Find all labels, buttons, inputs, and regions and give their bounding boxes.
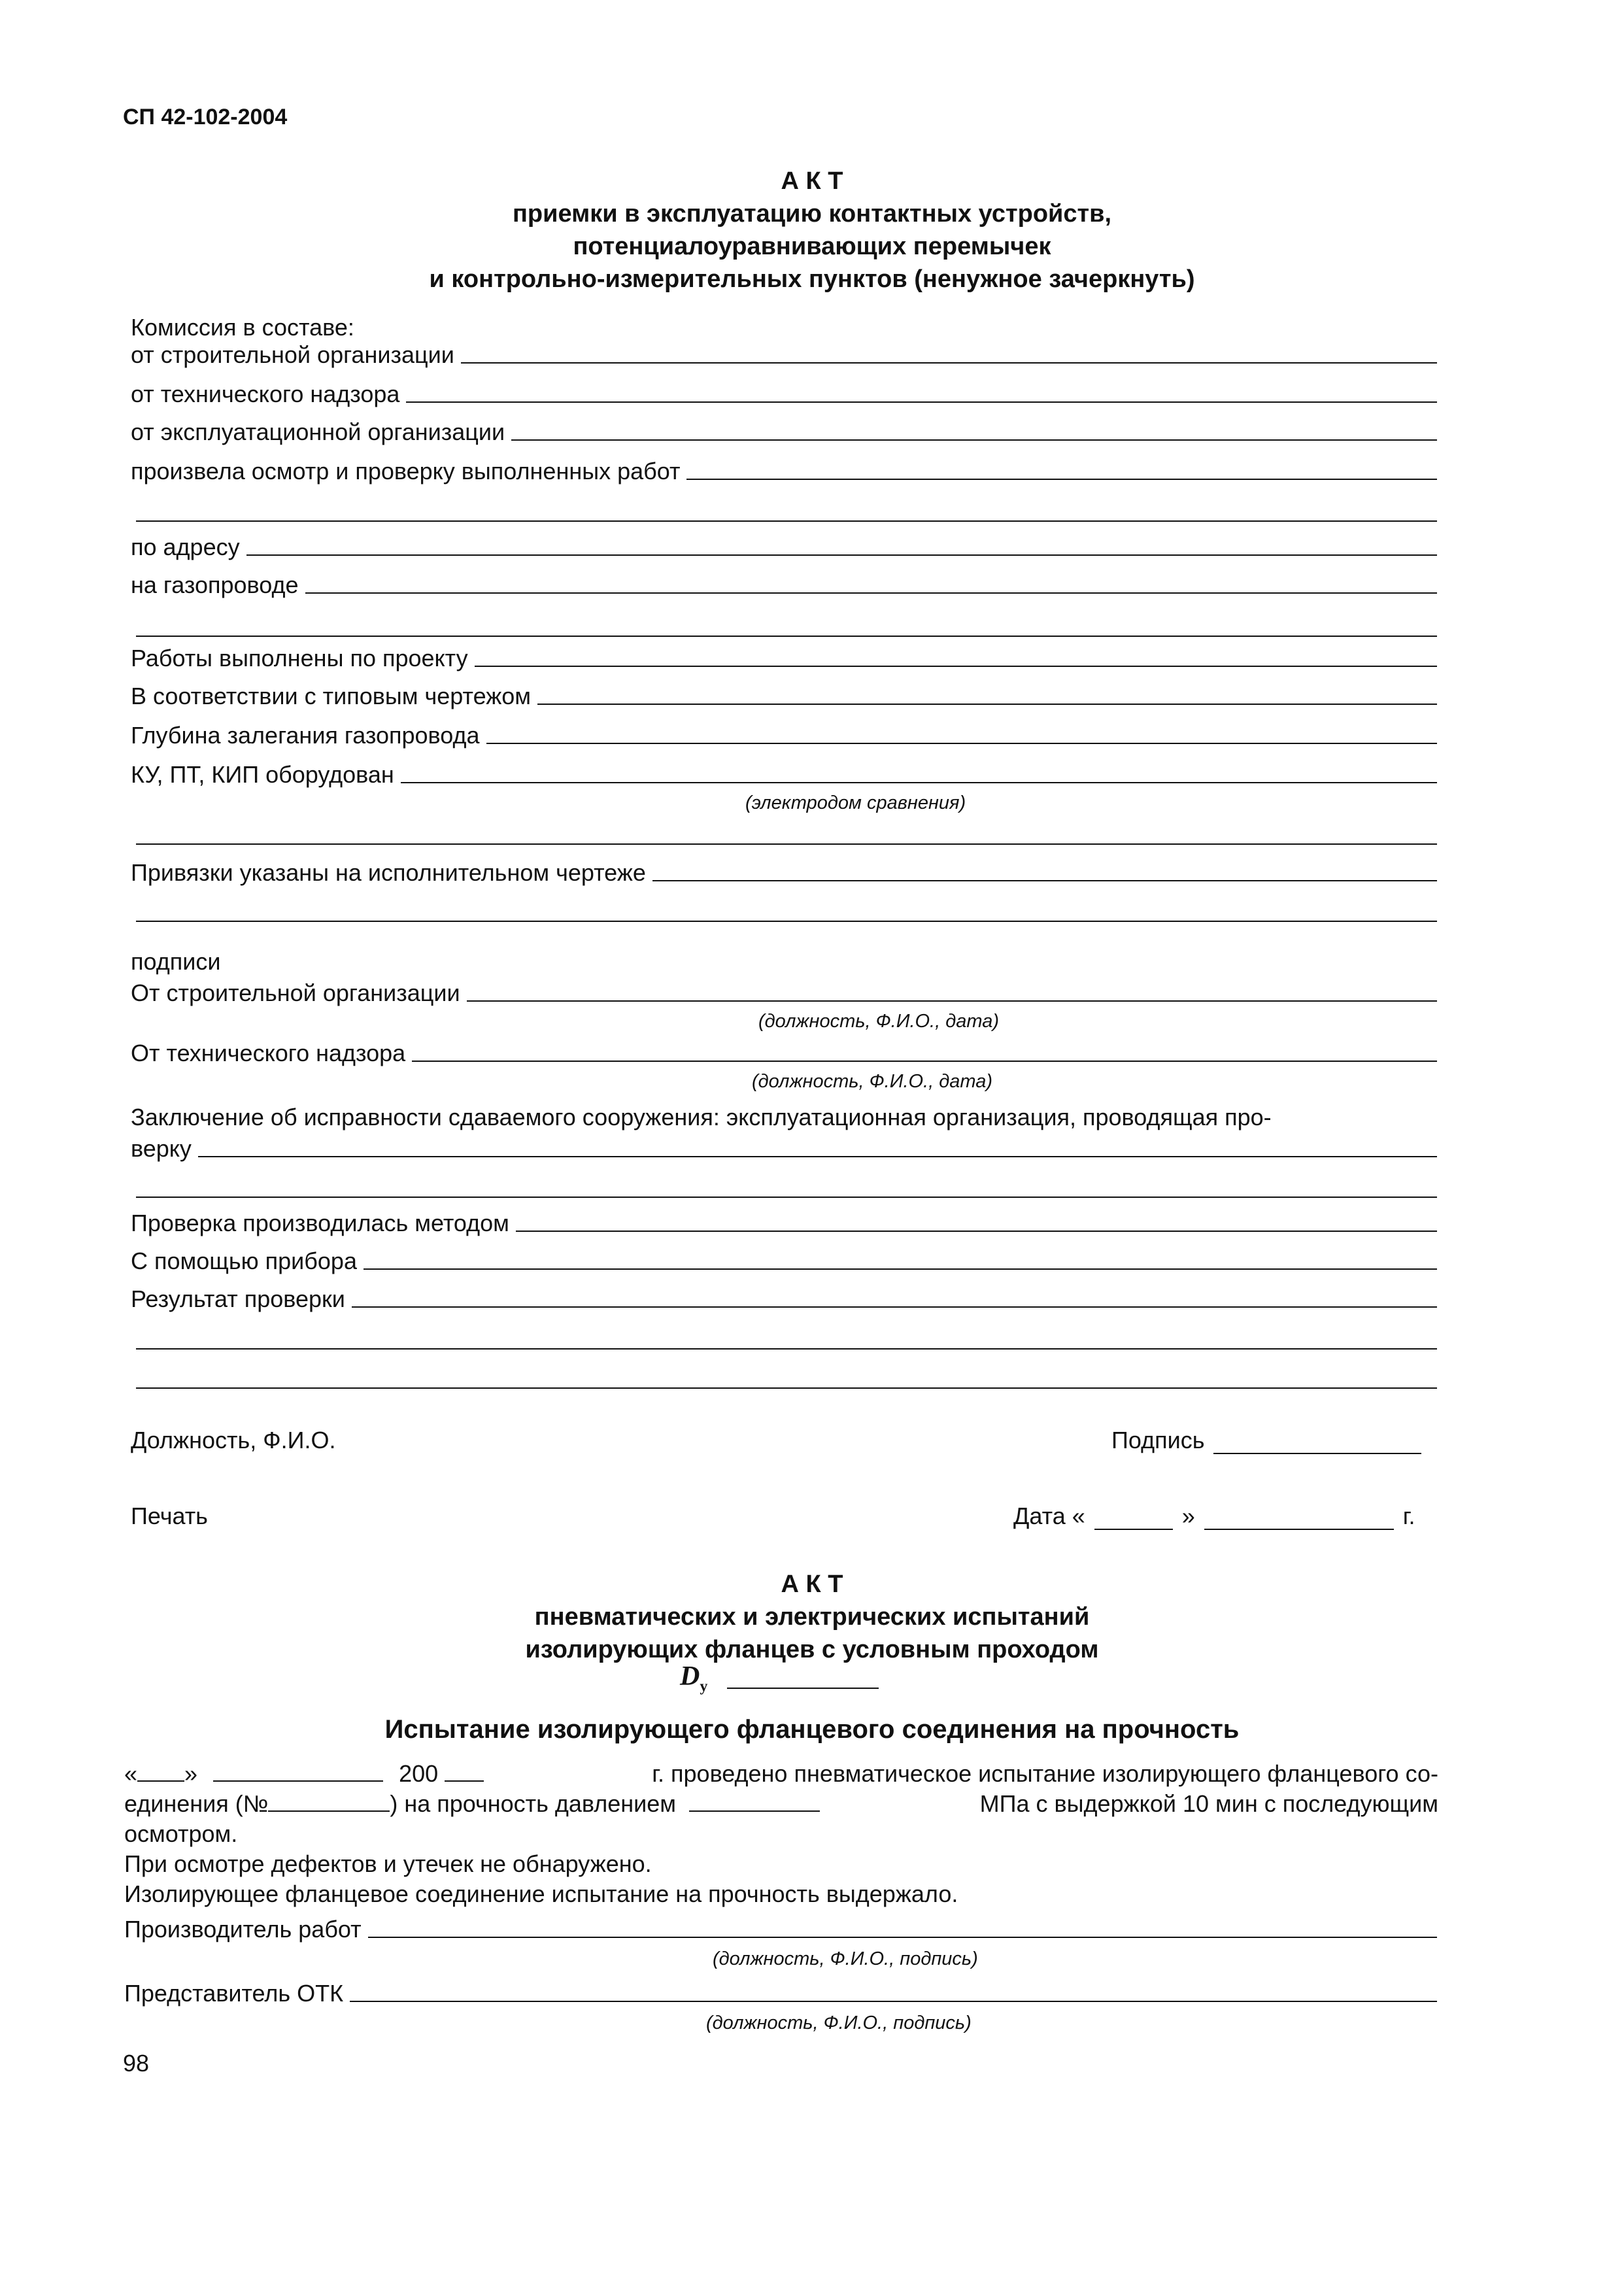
- label-result: Результат проверки: [131, 1285, 345, 1312]
- number-prefix: единения (№: [124, 1790, 269, 1817]
- signature-line[interactable]: [1213, 1432, 1421, 1454]
- month-line[interactable]: [213, 1759, 383, 1782]
- date-field[interactable]: [1013, 1503, 1415, 1530]
- date-mid: »: [1181, 1503, 1195, 1529]
- act2-paragraph: [124, 1759, 1438, 1909]
- label-by-project: Работы выполнены по проекту: [131, 645, 468, 671]
- act2-subtitle: Испытание изолирующего фланцевого соединения на прочность: [384, 1715, 1240, 1744]
- line-pipeline[interactable]: [305, 592, 1438, 594]
- blank-line-6[interactable]: [136, 1348, 1437, 1350]
- label-method: Проверка производилась методом: [131, 1210, 509, 1236]
- field-sig-tech[interactable]: [131, 1037, 1437, 1067]
- position-name-label: Должность, Ф.И.О.: [131, 1427, 336, 1453]
- dy-subscript: у: [700, 1678, 708, 1695]
- label-from-operation: от эксплуатационной организации: [131, 418, 505, 445]
- field-from-tech[interactable]: [131, 378, 1437, 408]
- blank-line-1[interactable]: [136, 520, 1437, 522]
- line-inspected[interactable]: [686, 479, 1437, 480]
- number-line[interactable]: [268, 1790, 390, 1812]
- date-label: Дата «: [1013, 1503, 1085, 1529]
- field-conclusion[interactable]: [131, 1132, 1437, 1163]
- field-depth[interactable]: [131, 719, 1437, 749]
- label-from-construction: от строительной организации: [131, 341, 454, 368]
- blank-line-5[interactable]: [136, 1197, 1437, 1198]
- blank-line-3[interactable]: [136, 843, 1437, 845]
- document-code: СП 42-102-2004: [123, 105, 288, 129]
- conclusion-text-line1: Заключение об исправности сдаваемого сооружения: эксплуатационная организация, проводящая про-: [131, 1104, 1272, 1130]
- act1-title-line3: потенциалоуравнивающих перемычек: [573, 233, 1051, 260]
- line-otk[interactable]: [350, 2001, 1437, 2002]
- signature-label: Подпись: [1111, 1427, 1205, 1453]
- act2-line3: осмотром.: [124, 1820, 238, 1847]
- field-equipped[interactable]: [131, 758, 1437, 789]
- field-by-project[interactable]: [131, 642, 1437, 672]
- act2-line2-left: [124, 1789, 820, 1819]
- dy-field[interactable]: [680, 1661, 879, 1695]
- field-from-operation[interactable]: [131, 416, 1437, 446]
- line-typical-drawing[interactable]: [537, 704, 1437, 705]
- label-from-tech: от технического надзора: [131, 381, 400, 407]
- label-address: по адресу: [131, 534, 240, 560]
- dy-line[interactable]: [727, 1688, 879, 1689]
- field-device[interactable]: [131, 1245, 1437, 1275]
- act2-title-line3: изолирующих фланцев с условным проходом: [525, 1636, 1099, 1663]
- label-depth: Глубина залегания газопровода: [131, 722, 480, 749]
- field-otk[interactable]: [124, 1977, 1437, 2007]
- line-bindings[interactable]: [652, 880, 1437, 881]
- signatures-label: подписи: [131, 948, 221, 975]
- line-method[interactable]: [516, 1231, 1437, 1232]
- label-conclusion-line2: верку: [131, 1135, 192, 1162]
- act2-line1: [124, 1759, 1438, 1789]
- act2-line5: Изолирующее фланцевое соединение испытание на прочность выдержало.: [124, 1880, 958, 1907]
- line-from-tech[interactable]: [406, 401, 1437, 403]
- line-by-project[interactable]: [475, 666, 1437, 667]
- label-sig-tech: От технического надзора: [131, 1040, 406, 1066]
- field-from-construction[interactable]: [131, 339, 1437, 369]
- line-address[interactable]: [246, 554, 1437, 556]
- electrode-caption: (электродом сравнения): [745, 792, 966, 813]
- year-prefix: 200: [399, 1760, 439, 1787]
- label-pipeline: на газопроводе: [131, 571, 299, 598]
- line-conclusion[interactable]: [198, 1156, 1437, 1157]
- sign-caption-2: (должность, Ф.И.О., подпись): [706, 2013, 972, 2033]
- field-address[interactable]: [131, 531, 1437, 561]
- line-from-operation[interactable]: [511, 439, 1437, 441]
- pressure-line[interactable]: [689, 1790, 820, 1812]
- act2-line2: [124, 1789, 1438, 1819]
- act1-title-line2: приемки в эксплуатацию контактных устройств,: [512, 200, 1112, 228]
- line-device[interactable]: [364, 1268, 1437, 1270]
- line-works-producer[interactable]: [368, 1937, 1437, 1938]
- act2-title: [0, 1568, 1624, 1666]
- act2-line1-left: [124, 1759, 484, 1789]
- quote-open: «: [124, 1760, 138, 1787]
- line-equipped[interactable]: [401, 782, 1437, 783]
- act1-title-line1: А К Т: [781, 167, 843, 195]
- act2-title-line1: А К Т: [781, 1571, 843, 1598]
- act1-title: [0, 165, 1624, 296]
- label-typical-drawing: В соответствии с типовым чертежом: [131, 683, 532, 709]
- field-method[interactable]: [131, 1207, 1437, 1237]
- act2-line1-text: г. проведено пневматическое испытание изолирующего фланцевого со-: [652, 1760, 1438, 1787]
- label-inspected: произвела осмотр и проверку выполненных работ: [131, 458, 681, 484]
- label-otk: Представитель ОТК: [124, 1980, 344, 2007]
- blank-line-2[interactable]: [136, 636, 1437, 637]
- pressure-text: ) на прочность давлением: [390, 1790, 677, 1817]
- line-result[interactable]: [352, 1306, 1437, 1308]
- field-works-producer[interactable]: [124, 1913, 1437, 1943]
- dy-symbol: [680, 1661, 707, 1695]
- year-line[interactable]: [445, 1759, 484, 1782]
- act2-title-line2: пневматических и электрических испытаний: [534, 1603, 1090, 1631]
- act2-line2-text: МПа с выдержкой 10 мин с последующим: [979, 1790, 1438, 1817]
- date-year: г.: [1402, 1503, 1415, 1529]
- field-result[interactable]: [131, 1283, 1437, 1313]
- date-month-line[interactable]: [1204, 1508, 1394, 1530]
- field-bindings[interactable]: [131, 857, 1437, 887]
- date-day-line[interactable]: [1094, 1508, 1173, 1530]
- label-works-producer: Производитель работ: [124, 1916, 362, 1943]
- act1-title-line4: и контрольно-измерительных пунктов (ненужное зачеркнуть): [429, 265, 1195, 293]
- field-inspected[interactable]: [131, 455, 1437, 485]
- field-typical-drawing[interactable]: [131, 680, 1437, 710]
- commission-label: Комиссия в составе:: [131, 314, 354, 341]
- sign-caption-1: (должность, Ф.И.О., подпись): [713, 1948, 978, 1969]
- position-caption-1: (должность, Ф.И.О., дата): [758, 1011, 1000, 1032]
- day-line[interactable]: [137, 1759, 184, 1782]
- dy-letter: D: [680, 1661, 700, 1691]
- signature-field[interactable]: [1111, 1427, 1421, 1454]
- stamp-label: Печать: [131, 1503, 208, 1529]
- label-device: С помощью прибора: [131, 1248, 357, 1274]
- act2-line4: При осмотре дефектов и утечек не обнаружено.: [124, 1850, 652, 1877]
- quote-close: »: [184, 1760, 198, 1787]
- field-pipeline[interactable]: [131, 569, 1437, 599]
- position-caption-2: (должность, Ф.И.О., дата): [752, 1071, 993, 1092]
- label-sig-construction: От строительной организации: [131, 979, 460, 1006]
- label-bindings: Привязки указаны на исполнительном чертеже: [131, 859, 646, 886]
- field-sig-construction[interactable]: [131, 977, 1437, 1007]
- line-sig-construction[interactable]: [467, 1000, 1437, 1002]
- page-number: 98: [123, 2050, 150, 2077]
- blank-line-7[interactable]: [136, 1387, 1437, 1389]
- blank-line-4[interactable]: [136, 921, 1437, 922]
- line-from-construction[interactable]: [461, 362, 1437, 364]
- line-depth[interactable]: [486, 743, 1437, 744]
- label-equipped: КУ, ПТ, КИП оборудован: [131, 761, 394, 788]
- line-sig-tech[interactable]: [412, 1061, 1437, 1062]
